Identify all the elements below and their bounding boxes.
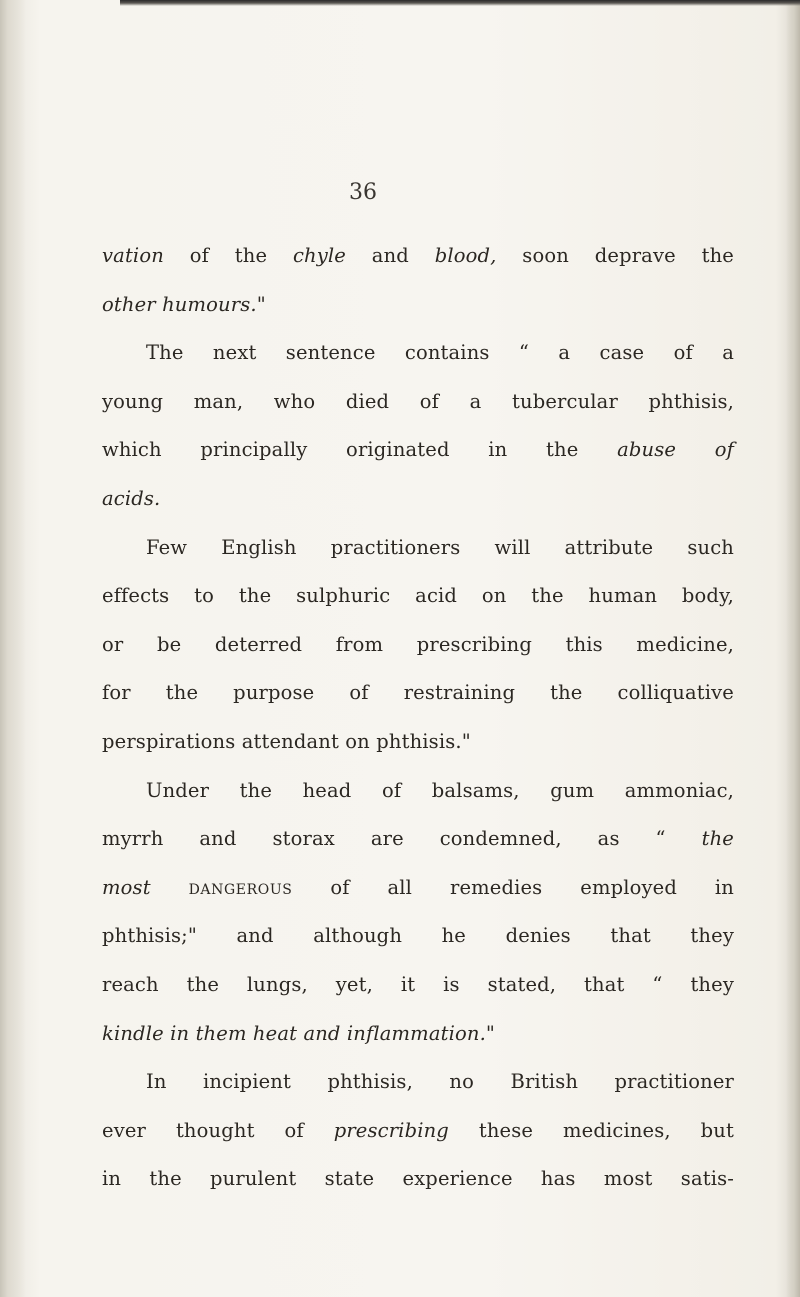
- text-line: [102, 426, 734, 475]
- text-segment: of the: [163, 244, 293, 267]
- text-line: [102, 232, 734, 281]
- body-text: [102, 232, 734, 1204]
- text-segment: ": [485, 1021, 496, 1045]
- text-segment: effects to the sulphuric acid on the human body,: [102, 584, 734, 608]
- text-segment: most: [102, 875, 189, 899]
- text-line: [102, 961, 734, 1010]
- text-segment: reach the lungs, yet, it is stated, that “ they: [102, 972, 734, 996]
- text-segment: Under the head of balsams, gum ammoniac,: [146, 778, 734, 802]
- text-segment: perspirations attendant on phthisis.": [102, 729, 471, 753]
- text-line: [102, 281, 734, 330]
- text-segment: abuse of: [617, 438, 734, 462]
- text-line: [102, 669, 734, 718]
- text-line: [102, 864, 734, 913]
- page-right-edge: [786, 0, 800, 1297]
- text-line: [102, 378, 734, 427]
- text-segment: phthisis;" and although he denies that they: [102, 924, 734, 948]
- text-segment: these medicines, but: [448, 1118, 734, 1142]
- page-number: 36: [349, 180, 377, 205]
- text-line: [102, 524, 734, 573]
- text-line: [102, 912, 734, 961]
- page-top-edge: [120, 0, 800, 6]
- text-segment: ": [256, 292, 266, 316]
- text-segment: ever thought of: [102, 1118, 334, 1142]
- text-segment: or be deterred from prescribing this medicine,: [102, 632, 734, 656]
- text-line: [102, 329, 734, 378]
- text-segment: The next sentence contains “ a case of a: [146, 341, 734, 365]
- text-segment: chyle: [292, 244, 346, 267]
- text-segment: In incipient phthisis, no British practitioner: [146, 1070, 734, 1094]
- text-segment: for the purpose of restraining the colliquative: [102, 681, 734, 705]
- text-segment: vation: [102, 244, 164, 267]
- text-line: [102, 718, 734, 767]
- text-segment: in the purulent state experience has most satis-: [102, 1167, 734, 1191]
- text-segment: acids.: [102, 486, 161, 510]
- page-left-edge: [0, 0, 26, 1297]
- text-line: [102, 1010, 734, 1059]
- text-line: [102, 572, 734, 621]
- text-line: [102, 1058, 734, 1107]
- text-line: [102, 815, 734, 864]
- text-segment: blood,: [434, 244, 497, 267]
- text-segment: prescribing: [333, 1118, 449, 1142]
- text-segment: the: [701, 827, 734, 851]
- text-line: [102, 475, 734, 524]
- text-segment: kindle in them heat and inflammation.: [102, 1021, 486, 1045]
- text-segment: of all remedies employed in: [292, 875, 735, 899]
- text-segment: and: [346, 244, 435, 267]
- text-segment: soon deprave the: [496, 244, 734, 267]
- text-segment: young man, who died of a tubercular phthisis,: [102, 389, 734, 413]
- text-segment: other humours.: [102, 292, 257, 316]
- text-line: [102, 767, 734, 816]
- text-line: [102, 1155, 734, 1204]
- text-segment: dangerous: [188, 875, 293, 899]
- text-segment: which principally originated in the: [102, 438, 618, 462]
- text-segment: Few English practitioners will attribute such: [146, 535, 734, 559]
- text-line: [102, 1107, 734, 1156]
- text-line: [102, 621, 734, 670]
- text-segment: myrrh and storax are condemned, as “: [102, 827, 702, 851]
